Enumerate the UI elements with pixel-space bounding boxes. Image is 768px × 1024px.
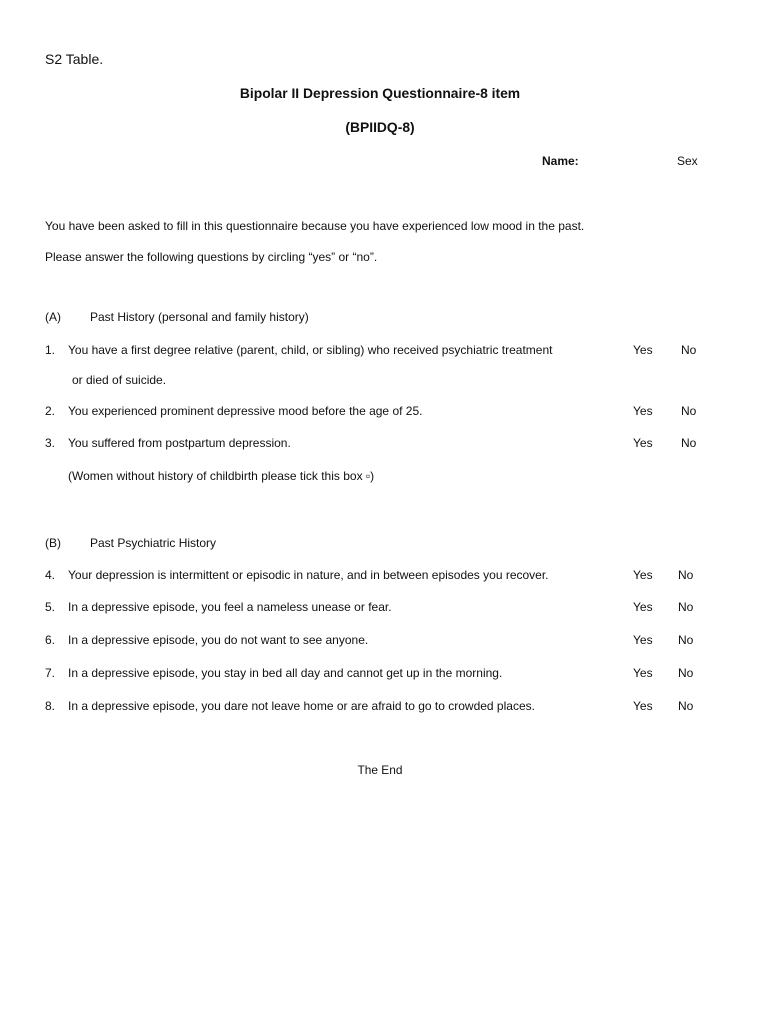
- question-text-continued: or died of suicide.: [72, 373, 167, 387]
- question-number: 3.: [45, 436, 56, 450]
- no-option: No: [681, 404, 697, 418]
- yes-option: Yes: [633, 633, 653, 647]
- question-text: You suffered from postpartum depression.: [68, 436, 291, 450]
- question-text: In a depressive episode, you dare not leave home or are afraid to go to crowded places.: [68, 699, 535, 713]
- yes-option: Yes: [633, 600, 653, 614]
- question-text: In a depressive episode, you stay in bed all day and cannot get up in the morning.: [68, 666, 503, 680]
- question-text: You have a first degree relative (parent, child, or sibling) who received psychiatric treatment: [68, 343, 553, 357]
- yes-option: Yes: [633, 666, 653, 680]
- question-text: Your depression is intermittent or episodic in nature, and in between episodes you recover.: [68, 568, 549, 582]
- section-a-letter: (A): [45, 310, 61, 324]
- no-option: No: [678, 666, 694, 680]
- no-option: No: [678, 600, 694, 614]
- yes-option: Yes: [633, 568, 653, 582]
- document-title: Bipolar II Depression Questionnaire-8 item: [239, 85, 521, 101]
- question-number: 4.: [45, 568, 56, 582]
- no-option: No: [681, 436, 697, 450]
- question-number: 8.: [45, 699, 56, 713]
- no-option: No: [681, 343, 697, 357]
- question-text: In a depressive episode, you do not want to see anyone.: [68, 633, 369, 647]
- yes-option: Yes: [633, 343, 653, 357]
- question-text: You experienced prominent depressive mood before the age of 25.: [68, 404, 423, 418]
- sex-label: Sex: [677, 154, 698, 168]
- no-option: No: [678, 699, 694, 713]
- yes-option: Yes: [633, 404, 653, 418]
- yes-option: Yes: [633, 436, 653, 450]
- section-b-title: Past Psychiatric History: [90, 536, 217, 550]
- intro-line-1: You have been asked to fill in this questionnaire because you have experienced low mood in the past.: [45, 219, 585, 233]
- question-text: In a depressive episode, you feel a nameless unease or fear.: [68, 600, 392, 614]
- section-b-letter: (B): [45, 536, 61, 550]
- end-label: The End: [357, 763, 403, 777]
- question-number: 1.: [45, 343, 56, 357]
- section-a-title: Past History (personal and family history): [90, 310, 309, 324]
- question-number: 6.: [45, 633, 56, 647]
- childbirth-note: (Women without history of childbirth please tick this box ▫): [68, 469, 375, 483]
- question-number: 2.: [45, 404, 56, 418]
- table-label: S2 Table.: [45, 51, 104, 67]
- name-label: Name:: [542, 154, 579, 168]
- no-option: No: [678, 568, 694, 582]
- question-number: 7.: [45, 666, 56, 680]
- document-subtitle: (BPIIDQ-8): [345, 119, 415, 135]
- yes-option: Yes: [633, 699, 653, 713]
- question-number: 5.: [45, 600, 56, 614]
- no-option: No: [678, 633, 694, 647]
- intro-line-2: Please answer the following questions by circling “yes” or “no”.: [45, 250, 378, 264]
